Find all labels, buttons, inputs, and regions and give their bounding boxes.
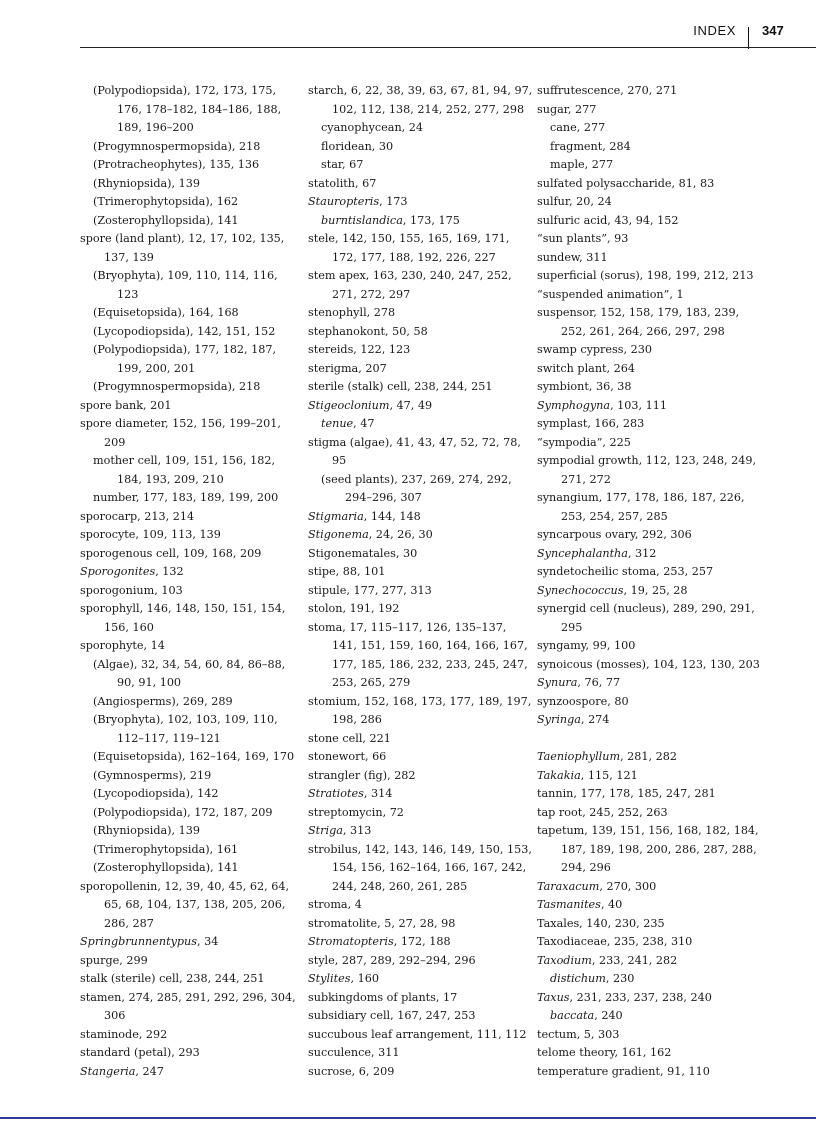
index-entry (537, 341, 763, 360)
index-entry (308, 804, 534, 823)
index-entry-text: , 144, 148 (363, 509, 421, 523)
index-entry-term: Takakia (537, 768, 581, 782)
index-entry (308, 360, 534, 379)
index-entry-text: tannin, 177, 178, 185, 247, 281 (537, 787, 716, 800)
index-entry-text: star, 67 (321, 158, 364, 171)
index-entry-term: burntislandica (321, 213, 403, 227)
index-entry-text: stoma, 17, 115–117, 126, 135–137, 141, 151, 159, 160, 164, 166, 167, 177, 185, 186, 232, 233, 245, 247, 253, 265, 279 (308, 620, 528, 689)
index-entry-text: superficial (sorus), 198, 199, 212, 213 (537, 269, 754, 282)
index-entry-term: tenue (321, 417, 354, 430)
index-entry (537, 397, 763, 416)
index-entry-text: sporophyte, 14 (80, 639, 165, 652)
index-entry-text: (Polypodiopsida), 172, 173, 175, 176, 178–182, 184–186, 188, 189, 196–200 (93, 84, 282, 134)
running-head-section: INDEX (693, 23, 736, 38)
index-entry-term: Taraxacum (537, 879, 600, 893)
index-entry-text: (Polypodiopsida), 172, 187, 209 (93, 805, 273, 819)
index-entry-text: spore diameter, 152, 156, 199–201, 209 (80, 417, 281, 449)
index-entry-text: , 312 (627, 546, 657, 560)
index-entry-text: sundew, 311 (537, 250, 608, 264)
index-subentry (537, 1007, 763, 1026)
index-entry-text: sucrose, 6, 209 (308, 1064, 395, 1078)
index-entry-term: Taxodium (537, 953, 592, 967)
index-entry-text: stalk (sterile) cell, 238, 244, 251 (80, 972, 265, 985)
index-entry-text: mother cell, 109, 151, 156, 182, 184, 193, 209, 210 (93, 454, 276, 486)
index-subentry (80, 656, 302, 693)
index-entry (537, 101, 763, 120)
index-entry-text: Taxodiaceae, 235, 238, 310 (537, 935, 693, 948)
index-entry-text: (Equisetopsida), 164, 168 (93, 306, 239, 319)
index-entry (80, 637, 302, 656)
index-column-1 (80, 82, 302, 1081)
index-subentry (80, 859, 302, 878)
index-entry (537, 693, 763, 712)
index-subentry (80, 822, 302, 841)
index-entry (308, 785, 534, 804)
index-entry (537, 878, 763, 897)
index-entry-text: (Protracheophytes), 135, 136 (93, 158, 260, 171)
index-entry (537, 267, 763, 286)
index-entry-text: maple, 277 (550, 158, 614, 171)
index-entry-term: Stauropteris (308, 195, 380, 208)
index-entry (537, 656, 763, 675)
index-entry (308, 175, 534, 194)
index-entry (537, 526, 763, 545)
index-entry (308, 896, 534, 915)
index-entry-term: Springbrunnentypus (80, 935, 197, 948)
index-entry (537, 1063, 763, 1082)
index-entry-text: sympodial growth, 112, 123, 248, 249, 271, 272 (537, 454, 757, 486)
index-entry-text: tapetum, 139, 151, 156, 168, 182, 184, 187, 189, 198, 200, 286, 287, 288, 294, 296 (537, 824, 759, 874)
index-entry (537, 286, 763, 305)
index-subentry (80, 785, 302, 804)
index-entry-text: , 173 (379, 195, 408, 208)
index-entry-text: , 313 (342, 824, 372, 837)
index-entry (308, 323, 534, 342)
index-entry (308, 952, 534, 971)
index-entry (537, 304, 763, 341)
header-rule (80, 47, 816, 48)
index-entry-text: syndetocheilic stoma, 253, 257 (537, 565, 714, 578)
index-entry-term: Syncephalantha (537, 546, 628, 560)
index-entry (537, 360, 763, 379)
index-entry (308, 267, 534, 304)
index-subentry (537, 970, 763, 989)
index-entry (308, 582, 534, 601)
index-subentry (80, 212, 302, 231)
index-entry-text: suffrutescence, 270, 271 (537, 84, 678, 97)
index-entry-text: , 34 (197, 935, 219, 948)
index-entry (308, 378, 534, 397)
index-entry-text: suspensor, 152, 158, 179, 183, 239, 252, 261, 264, 266, 297, 298 (537, 306, 740, 338)
index-entry (308, 230, 534, 267)
index-entry-text: , 47, 49 (389, 398, 433, 412)
index-entry (537, 767, 763, 786)
index-subentry (80, 193, 302, 212)
index-entry-text: sterile (stalk) cell, 238, 244, 251 (308, 380, 493, 393)
index-entry-text: strangler (fig), 282 (308, 768, 416, 782)
index-column-3 (537, 82, 763, 1081)
index-entry (80, 952, 302, 971)
index-entry (537, 896, 763, 915)
index-entry (537, 933, 763, 952)
index-subentry (80, 841, 302, 860)
index-entry (80, 230, 302, 267)
index-entry (308, 508, 534, 527)
index-subentry (80, 267, 302, 304)
index-entry-text: synzoospore, 80 (537, 694, 629, 708)
index-entry-text: subsidiary cell, 167, 247, 253 (308, 1009, 476, 1022)
index-entry-term: Sporogonites (80, 565, 156, 578)
index-entry (308, 915, 534, 934)
index-entry-text: stigma (algae), 41, 43, 47, 52, 72, 78, 95 (308, 435, 521, 467)
index-entry-text: streptomycin, 72 (308, 805, 404, 819)
index-entry-text: sulfated polysaccharide, 81, 83 (537, 176, 715, 190)
index-entry-text: , 314 (363, 787, 393, 800)
index-entry-term: Stigmaria (308, 509, 364, 523)
index-entry (537, 193, 763, 212)
index-entry-text: switch plant, 264 (537, 361, 635, 375)
index-subentry (308, 471, 534, 508)
index-entry-text: , 103, 111 (610, 398, 667, 412)
index-entry-term: Stigeoclonium (308, 398, 390, 412)
index-entry-term: Taeniophyllum (537, 750, 621, 763)
index-entry (308, 767, 534, 786)
index-entry-text: swamp cypress, 230 (537, 343, 652, 356)
index-entry-text: , 76, 77 (577, 676, 621, 689)
index-entry-term: Synechococcus (537, 583, 624, 597)
index-subentry (308, 212, 534, 231)
index-subentry (308, 119, 534, 138)
index-entry (80, 1044, 302, 1063)
index-entry (308, 1044, 534, 1063)
index-entry (308, 1026, 534, 1045)
index-entry-text: fragment, 284 (550, 139, 631, 153)
index-entry-text: (seed plants), 237, 269, 274, 292, 294–296, 307 (321, 472, 512, 504)
index-subentry (80, 378, 302, 397)
index-entry-text: , 247 (135, 1064, 164, 1078)
index-entry-text: , 230 (605, 972, 635, 985)
index-entry-text: cyanophycean, 24 (321, 121, 423, 134)
index-entry-text: (Progymnospermopsida), 218 (93, 139, 261, 153)
index-entry (537, 175, 763, 194)
index-entry (537, 378, 763, 397)
index-entry-text: (Rhyniopsida), 139 (93, 824, 200, 837)
index-entry (80, 582, 302, 601)
index-entry-text: floridean, 30 (321, 139, 394, 153)
index-entry-text: stroma, 4 (308, 898, 362, 911)
index-entry-text: , 19, 25, 28 (623, 583, 688, 597)
index-entry (537, 82, 763, 101)
index-entry-text: (Gymnosperms), 219 (93, 768, 212, 782)
index-entry-text: sporogonium, 103 (80, 583, 183, 597)
index-entry-text: Taxales, 140, 230, 235 (537, 916, 665, 930)
index-entry (80, 508, 302, 527)
index-subentry (308, 156, 534, 175)
index-entry-text: succubous leaf arrangement, 111, 112 (308, 1027, 527, 1041)
index-entry (537, 822, 763, 878)
index-entry (537, 489, 763, 526)
index-entry-text: sporophyll, 146, 148, 150, 151, 154, 156, 160 (80, 602, 286, 634)
index-entry (308, 693, 534, 730)
index-entry-text: , 173, 175 (402, 213, 460, 227)
index-entry (537, 1026, 763, 1045)
index-entry (537, 989, 763, 1008)
index-entry (308, 434, 534, 471)
index-entry-text: (Bryophyta), 109, 110, 114, 116, 123 (93, 269, 278, 301)
index-entry-text: spore bank, 201 (80, 398, 172, 412)
index-entry (308, 970, 534, 989)
index-subentry (80, 341, 302, 378)
index-subentry (80, 711, 302, 748)
index-entry-text: (Lycopodiopsida), 142, 151, 152 (93, 324, 276, 338)
index-entry-text: synergid cell (nucleus), 289, 290, 291, 295 (537, 602, 755, 634)
index-entry (80, 397, 302, 416)
index-subentry (537, 138, 763, 157)
index-entry-text: , 231, 233, 237, 238, 240 (569, 990, 712, 1004)
index-entry (308, 619, 534, 693)
index-entry (308, 841, 534, 897)
index-entry-text: , 47 (353, 417, 375, 430)
index-subentry (80, 156, 302, 175)
index-subentry (80, 82, 302, 138)
index-entry-text: staminode, 292 (80, 1027, 168, 1041)
index-entry (308, 730, 534, 749)
index-subentry (80, 304, 302, 323)
index-entry (537, 785, 763, 804)
index-entry-term: Stigonema (308, 528, 369, 541)
index-entry-text: temperature gradient, 91, 110 (537, 1064, 710, 1078)
index-entry-text: , 274 (580, 713, 610, 726)
index-entry (537, 804, 763, 823)
index-entry-text: , 270, 300 (599, 879, 657, 893)
index-entry (537, 637, 763, 656)
index-subentry (80, 804, 302, 823)
index-entry (537, 415, 763, 434)
index-entry-text: strobilus, 142, 143, 146, 149, 150, 153, 154, 156, 162–164, 166, 167, 242, 244, 248, 260, 261, 285 (308, 842, 532, 893)
index-entry (308, 341, 534, 360)
index-entry-text: stamen, 274, 285, 291, 292, 296, 304, 306 (80, 990, 296, 1022)
header-separator (748, 27, 749, 49)
index-entry-text: starch, 6, 22, 38, 39, 63, 67, 81, 94, 97, 102, 112, 138, 214, 252, 277, 298 (308, 84, 533, 116)
index-entry-text: , 172, 188 (393, 935, 451, 948)
index-entry-text: Stigonematales, 30 (308, 546, 418, 560)
index-entry-text: sugar, 277 (537, 102, 597, 116)
index-entry-text: , 160 (350, 972, 379, 985)
index-entry-text: succulence, 311 (308, 1046, 400, 1059)
index-subentry (308, 415, 534, 434)
index-entry (308, 545, 534, 564)
index-entry (537, 545, 763, 564)
index-subentry (80, 175, 302, 194)
index-entry (537, 915, 763, 934)
index-entry-text: style, 287, 289, 292–294, 296 (308, 953, 476, 967)
index-entry-text: “suspended animation”, 1 (537, 287, 684, 301)
index-entry-term: Tasmanites (537, 898, 601, 911)
index-entry (80, 1063, 302, 1082)
index-entry-text: spurge, 299 (80, 953, 148, 967)
index-entry-text: syncarpous ovary, 292, 306 (537, 528, 692, 541)
index-entry-term: Syringa (537, 713, 581, 726)
index-entry (537, 748, 763, 767)
index-entry-text: sterigma, 207 (308, 361, 387, 375)
index-entry-text: , 281, 282 (620, 750, 677, 763)
index-subentry (80, 767, 302, 786)
index-entry (537, 711, 763, 730)
index-entry (308, 822, 534, 841)
index-subentry (537, 156, 763, 175)
index-entry-term: baccata (550, 1009, 595, 1022)
index-entry-text: “sun plants”, 93 (537, 232, 629, 245)
index-entry-text: , 132 (155, 565, 184, 578)
index-entry-text: sulfuric acid, 43, 94, 152 (537, 213, 679, 227)
index-entry-text: “sympodia”, 225 (537, 435, 631, 449)
index-entry-text: (Angiosperms), 269, 289 (93, 694, 233, 708)
index-entry-text: (Zosterophyllopsida), 141 (93, 861, 239, 874)
index-entry (308, 600, 534, 619)
index-entry (537, 952, 763, 971)
index-entry (308, 193, 534, 212)
index-entry (308, 989, 534, 1008)
index-entry-text: (Lycopodiopsida), 142 (93, 787, 219, 800)
index-entry (80, 545, 302, 564)
footer-rule (0, 1117, 816, 1119)
index-entry-term: Stangeria (80, 1064, 136, 1078)
index-entry-text: symplast, 166, 283 (537, 417, 645, 430)
index-entry (308, 1007, 534, 1026)
index-entry (80, 600, 302, 637)
index-entry (537, 563, 763, 582)
index-entry (308, 526, 534, 545)
index-entry (80, 989, 302, 1026)
index-entry-text: symbiont, 36, 38 (537, 380, 632, 393)
index-entry-text: stele, 142, 150, 155, 165, 169, 171, 172, 177, 188, 192, 226, 227 (308, 232, 510, 264)
index-entry (80, 878, 302, 934)
index-entry (308, 933, 534, 952)
index-entry-text: stonewort, 66 (308, 750, 387, 763)
index-entry-text: stenophyll, 278 (308, 306, 396, 319)
index-entry (308, 304, 534, 323)
index-entry-text: syngamy, 99, 100 (537, 639, 636, 652)
index-entry (308, 1063, 534, 1082)
index-entry (308, 563, 534, 582)
index-subentry (80, 452, 302, 489)
index-entry (80, 526, 302, 545)
index-entry (537, 212, 763, 231)
index-entry-text: sporogenous cell, 109, 168, 209 (80, 546, 262, 560)
index-entry-term: Taxus (537, 990, 570, 1004)
index-entry-term: Synura (537, 676, 578, 689)
index-entry-text: synoicous (mosses), 104, 123, 130, 203 (537, 657, 760, 671)
index-entry (537, 600, 763, 637)
index-entry (308, 397, 534, 416)
index-entry-term: Stratiotes (308, 787, 364, 800)
index-entry-text: stomium, 152, 168, 173, 177, 189, 197, 198, 286 (308, 694, 532, 726)
index-entry-text: stipule, 177, 277, 313 (308, 583, 432, 597)
index-subentry (537, 119, 763, 138)
index-entry-text: , 233, 241, 282 (591, 953, 678, 967)
index-entry-text: (Rhyniopsida), 139 (93, 176, 200, 190)
index-entry-text: , 40 (600, 898, 623, 911)
index-entry (80, 933, 302, 952)
index-entry-text: (Trimerophytopsida), 161 (93, 842, 239, 856)
index-subentry (80, 748, 302, 767)
index-entry-text: synangium, 177, 178, 186, 187, 226, 253, 254, 257, 285 (537, 491, 745, 523)
index-entry-text: , 24, 26, 30 (368, 528, 433, 541)
index-entry-text: sporocarp, 213, 214 (80, 509, 195, 523)
index-entry-text: , 240 (594, 1009, 623, 1022)
index-subentry (80, 489, 302, 508)
index-entry-text: (Bryophyta), 102, 103, 109, 110, 112–117, 119–121 (93, 713, 278, 745)
index-entry-text: subkingdoms of plants, 17 (308, 990, 458, 1004)
index-entry-text: (Zosterophyllopsida), 141 (93, 213, 239, 227)
index-subentry (80, 323, 302, 342)
index-subentry (80, 138, 302, 157)
index-entry (537, 1044, 763, 1063)
index-entry-text: stem apex, 163, 230, 240, 247, 252, 271, 272, 297 (308, 269, 512, 301)
index-entry (537, 249, 763, 268)
index-entry (308, 82, 534, 119)
index-entry-text: statolith, 67 (308, 176, 377, 190)
page-number: 347 (762, 23, 784, 38)
index-entry (308, 748, 534, 767)
index-entry (80, 970, 302, 989)
index-subentry (80, 693, 302, 712)
index-entry-term: Striga (308, 824, 343, 837)
index-entry-term: Symphogyna (537, 398, 611, 412)
index-entry (537, 434, 763, 453)
index-entry-text: (Trimerophytopsida), 162 (93, 195, 239, 208)
index-entry-text: , 115, 121 (580, 768, 638, 782)
index-entry-text: stipe, 88, 101 (308, 565, 386, 578)
index-entry-text: cane, 277 (550, 121, 606, 134)
index-entry (80, 415, 302, 452)
index-entry-text: stolon, 191, 192 (308, 602, 400, 615)
index-entry-text: (Progymnospermopsida), 218 (93, 380, 261, 393)
index-entry-text: stone cell, 221 (308, 731, 391, 745)
index-entry-text: telome theory, 161, 162 (537, 1046, 672, 1059)
index-entry (537, 230, 763, 249)
index-entry-term: Stylites (308, 972, 351, 985)
index-entry-text: spore (land plant), 12, 17, 102, 135, 137, 139 (80, 232, 285, 264)
index-entry-text: tectum, 5, 303 (537, 1027, 620, 1041)
index-entry-text: (Algae), 32, 34, 54, 60, 84, 86–88, 90, 91, 100 (93, 657, 286, 689)
index-entry-term: distichum (550, 972, 606, 985)
index-entry-text: stephanokont, 50, 58 (308, 324, 428, 338)
index-entry-text: sporopollenin, 12, 39, 40, 45, 62, 64, 65, 68, 104, 137, 138, 205, 206, 286, 287 (80, 879, 290, 930)
index-entry (80, 1026, 302, 1045)
index-column-2 (308, 82, 534, 1081)
index-entry (537, 452, 763, 489)
index-entry (80, 563, 302, 582)
index-entry-text: (Equisetopsida), 162–164, 169, 170 (93, 750, 295, 763)
index-entry-text: tap root, 245, 252, 263 (537, 805, 668, 819)
index-entry-text: stereids, 122, 123 (308, 343, 411, 356)
index-entry-text: (Polypodiopsida), 177, 182, 187, 199, 200, 201 (93, 343, 277, 375)
index-entry (537, 674, 763, 693)
index-subentry (308, 138, 534, 157)
index-entry-text: stromatolite, 5, 27, 28, 98 (308, 916, 456, 930)
index-entry-text: number, 177, 183, 189, 199, 200 (93, 491, 279, 504)
index-entry-text: sulfur, 20, 24 (537, 195, 612, 208)
index-entry-text: standard (petal), 293 (80, 1046, 200, 1059)
index-entry-text: sporocyte, 109, 113, 139 (80, 528, 221, 541)
index-entry-term: Stromatopteris (308, 935, 394, 948)
index-entry (537, 582, 763, 601)
